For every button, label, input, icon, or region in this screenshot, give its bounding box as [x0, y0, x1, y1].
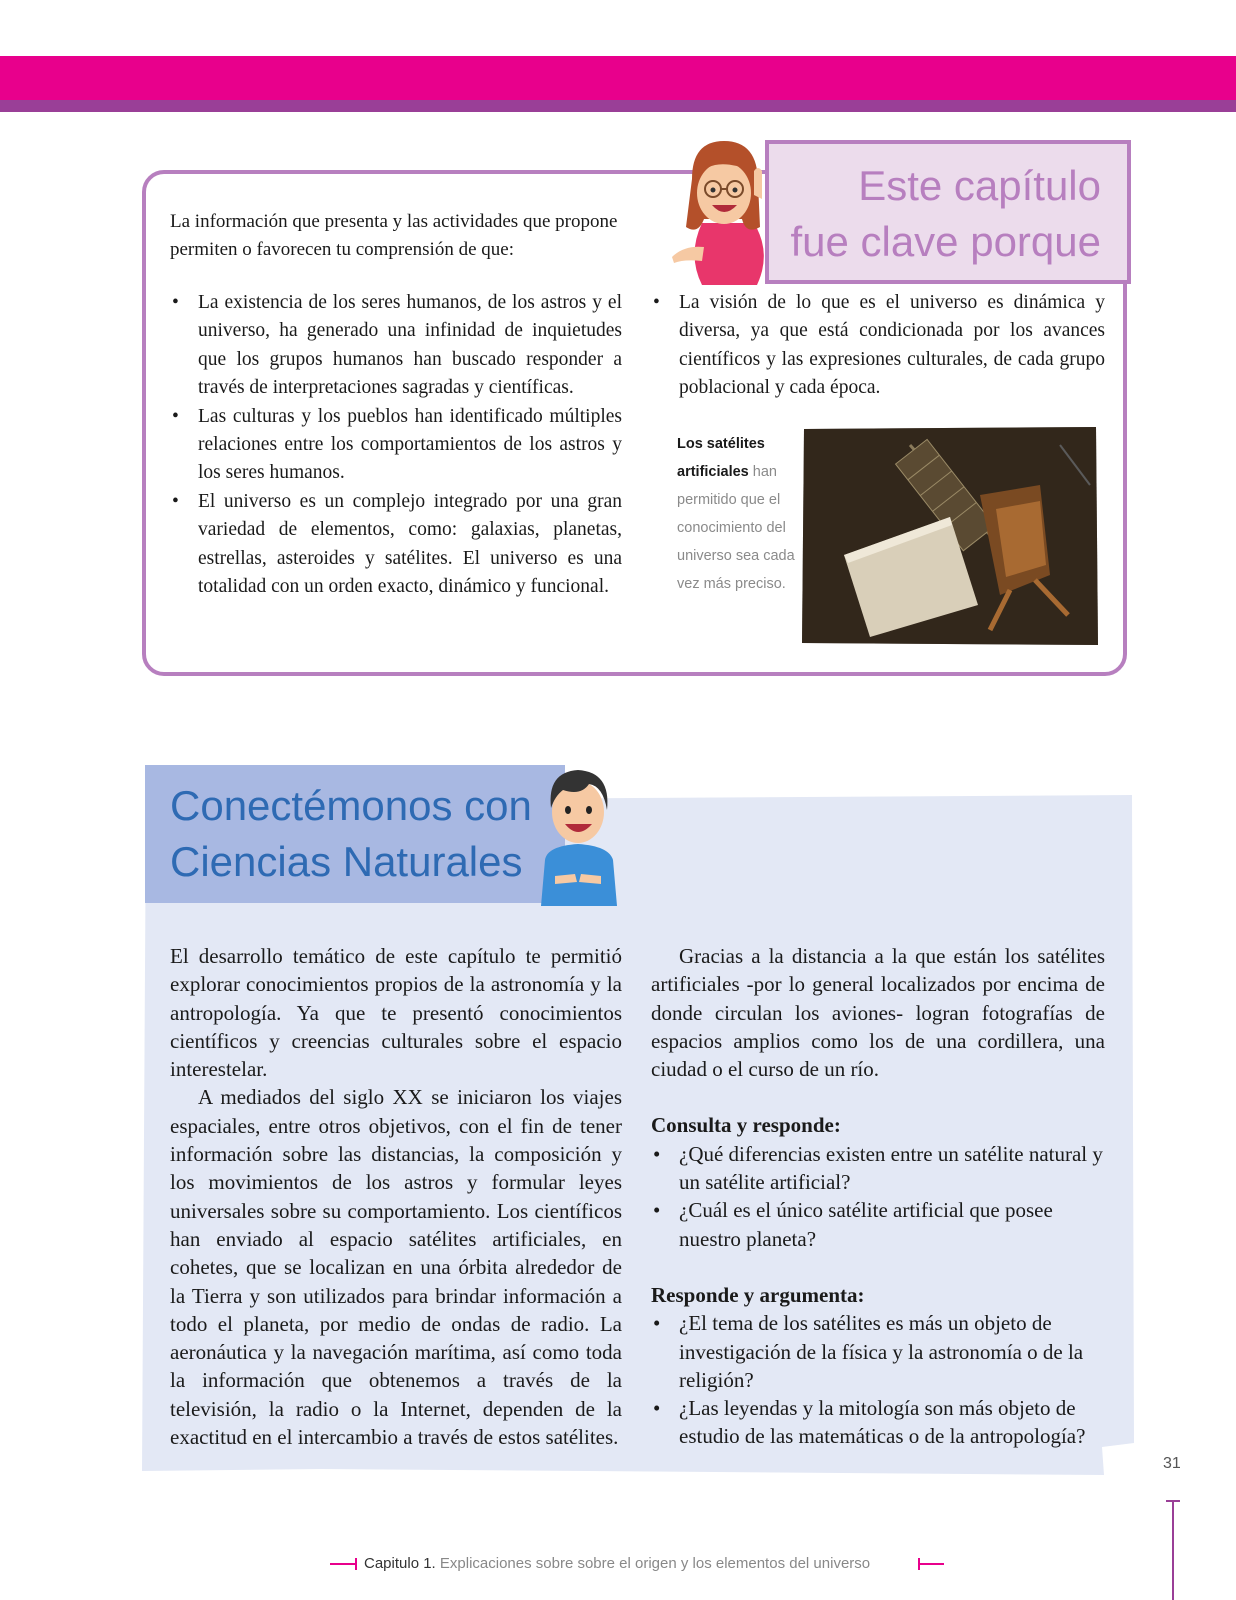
ciencias-title: [170, 778, 532, 890]
key-left-list: [170, 289, 622, 601]
key-title-box: [765, 140, 1131, 284]
side-rule: [1172, 1500, 1174, 1600]
footer-rule-left: [330, 1563, 356, 1565]
responde-list: [651, 1309, 1105, 1450]
consulta-heading: Consulta y responde:: [651, 1113, 841, 1138]
satellite-photo: [800, 425, 1100, 647]
ciencias-left-column: [170, 942, 622, 1451]
key-title-line2: fue clave porque: [790, 218, 1101, 265]
responde-heading: Responde y argumenta:: [651, 1282, 865, 1307]
consulta-list: [651, 1140, 1105, 1253]
key-title: [790, 158, 1101, 270]
list-item: • El universo es un complejo integrado por una gran variedad de elementos, como: galaxias, planetas, estrellas, asteroides y satélites. El universo es una totalidad con un orden exacto, dinámico y funcional.: [170, 488, 622, 602]
page-number: 31: [1163, 1455, 1181, 1472]
ciencias-paragraph: Gracias a la distancia a la que están los satélites artificiales -por lo general localizados por encima de donde circulan los aviones- logran fotografías de espacios amplios como los de una cordillera, una ciudad o el curso de un río.: [651, 944, 1105, 1082]
list-item: • ¿El tema de los satélites es más un objeto de investigación de la física y la astronomía o de la religión?: [651, 1309, 1105, 1394]
footer-rule-left-cap: [355, 1558, 357, 1570]
ciencias-paragraph: A mediados del siglo XX se iniciaron los viajes espaciales, entre otros objetivos, con el fin de tener información sobre las distancias, la composición y los movimientos de los astros y formular leyes universales sobre su comportamiento. Los científicos han enviado al espacio satélites artificiales, en cohetes, que se localizan en una órbita alrededor de la Tierra y son utilizados para brindar información a todo el planeta, por medio de ondas de radio. La aeronáutica y la navegación marítima, así como toda la información que obtenemos a través de la televisión, la radio o la Internet, dependen de la exactitud en el intercambio a través de estos satélites.: [170, 1085, 622, 1450]
side-rule-tick: [1166, 1500, 1180, 1502]
caption-bold: Los satélites artificiales: [677, 436, 765, 480]
caption-rest: han permitido que el conocimiento del universo sea cada vez más preciso.: [677, 464, 795, 592]
list-item: • Las culturas y los pueblos han identificado múltiples relaciones entre los comportamientos de los astros y los seres humanos.: [170, 403, 622, 488]
boy-mascot-icon: [533, 760, 623, 910]
ciencias-title-line2: Ciencias Naturales: [170, 838, 523, 885]
footer-text: [364, 1552, 870, 1576]
ciencias-right-column: [651, 942, 1105, 1451]
header-band-line: [0, 100, 1236, 112]
key-title-line1: Este capítulo: [858, 162, 1101, 209]
footer-chapter-title: Explicaciones sobre sobre el origen y los elementos del universo: [435, 1555, 871, 1572]
list-item: • ¿Cuál es el único satélite artificial que posee nuestro planeta?: [651, 1196, 1105, 1253]
footer-rule-right: [918, 1563, 944, 1565]
ciencias-paragraph: El desarrollo temático de este capítulo te permitió explorar conocimientos propios de la astronomía y la antropología. Ya que te presentó conocimientos científicos y creencias culturales sobre el espacio interestelar.: [170, 944, 622, 1082]
girl-mascot-icon: [662, 135, 780, 285]
list-item: • La existencia de los seres humanos, de los astros y el universo, ha generado una infinidad de inquietudes que los grupos humanos han buscado responder a través de interpretaciones sagradas y científicas.: [170, 289, 622, 403]
ciencias-title-line1: Conectémonos con: [170, 782, 532, 829]
photo-caption: [677, 430, 797, 598]
footer: [330, 1552, 950, 1576]
key-right-list: [651, 289, 1105, 403]
list-item: • La visión de lo que es el universo es dinámica y diversa, ya que está condicionada por los avances científicos y las expresiones culturales, de cada grupo poblacional y cada época.: [651, 289, 1105, 403]
list-item: • ¿Qué diferencias existen entre un satélite natural y un satélite artificial?: [651, 1140, 1105, 1197]
footer-chapter: Capitulo 1.: [364, 1555, 436, 1572]
key-intro: La información que presenta y las actividades que propone permiten o favorecen tu comprensión de que:: [170, 211, 618, 260]
header-band: [0, 56, 1236, 100]
list-item: • ¿Las leyendas y la mitología son más objeto de estudio de las matemáticas o de la antropología?: [651, 1394, 1105, 1451]
